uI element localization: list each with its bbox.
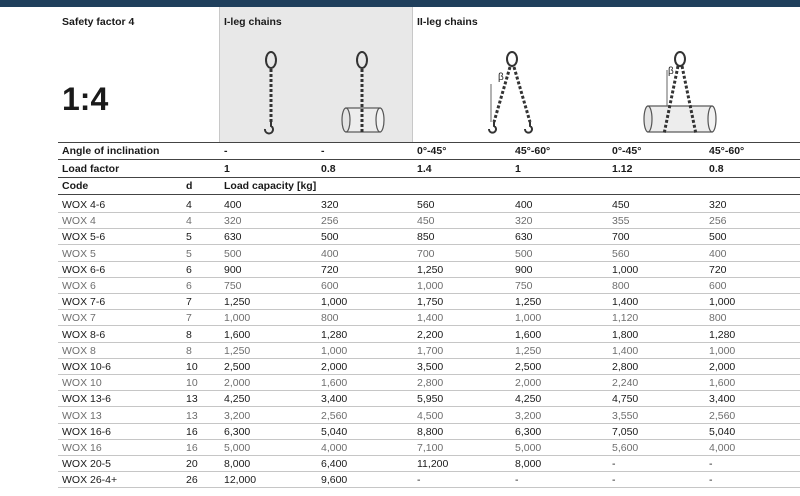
row-load-capacity: 256 [709, 215, 727, 228]
row-code: WOX 8-6 [62, 328, 106, 341]
table-row [58, 456, 800, 472]
header-divider [58, 142, 800, 143]
row-load-capacity: 1,000 [417, 280, 444, 292]
row-load-capacity: 1,400 [612, 296, 639, 309]
row-load-capacity: 400 [224, 199, 242, 211]
row-load-capacity: - [612, 474, 616, 487]
row-load-capacity: 1,400 [612, 344, 639, 357]
row-load-capacity: 450 [612, 199, 630, 211]
row-diameter: 5 [186, 231, 192, 244]
row-code: WOX 6-6 [62, 263, 106, 276]
row-diameter: 5 [186, 247, 192, 260]
row-load-capacity: 355 [612, 215, 630, 228]
row-load-capacity: 720 [709, 263, 727, 276]
angle-value: - [224, 145, 228, 157]
load-factor-value: 1.12 [612, 163, 633, 175]
table-row [58, 391, 800, 407]
row-diameter: 7 [186, 296, 192, 309]
row-diameter: 16 [186, 442, 198, 454]
row-load-capacity: 630 [224, 231, 242, 244]
table-row [58, 278, 800, 294]
row-load-capacity: 5,000 [515, 442, 542, 454]
row-load-capacity: 630 [515, 231, 533, 244]
row-diameter: 16 [186, 425, 198, 438]
row-load-capacity: 320 [515, 215, 533, 228]
row-load-capacity: 2,000 [224, 377, 251, 390]
row-load-capacity: 4,750 [612, 393, 639, 406]
row-load-capacity: 6,300 [224, 425, 251, 438]
row-load-capacity: 3,200 [515, 409, 542, 422]
table-row [58, 375, 800, 391]
row-load-capacity: 1,400 [417, 312, 444, 325]
row-load-capacity: 500 [515, 247, 533, 260]
row-diameter: 20 [186, 458, 198, 471]
row-load-capacity: 256 [321, 215, 339, 228]
row-load-capacity: 7,050 [612, 425, 639, 438]
load-factor-value: 1 [224, 163, 230, 175]
row-code: WOX 26-4+ [62, 474, 118, 487]
row-load-capacity: 2,800 [417, 377, 444, 390]
load-factor-value: 1.4 [417, 163, 432, 175]
row-load-capacity: 2,200 [417, 328, 444, 341]
angle-value: 0°-45° [612, 145, 642, 157]
row-diameter: 4 [186, 199, 192, 211]
row-code: WOX 7-6 [62, 296, 106, 309]
row-load-capacity: 1,600 [224, 328, 251, 341]
row-load-capacity: 500 [709, 231, 727, 244]
table-row [58, 343, 800, 359]
row-diameter: 13 [186, 409, 198, 422]
single-leg-chain-basket-icon [338, 50, 388, 136]
row-load-capacity: 6,300 [515, 425, 542, 438]
row-load-capacity: 750 [515, 280, 533, 292]
row-load-capacity: 2,240 [612, 377, 639, 390]
table-row [58, 424, 800, 440]
single-leg-chain-hook-icon [258, 50, 284, 136]
column-separator [219, 7, 220, 142]
row-load-capacity: 400 [515, 199, 533, 211]
load-factor-value: 1 [515, 163, 521, 175]
row-code: WOX 10 [62, 377, 102, 390]
row-load-capacity: 4,000 [709, 442, 736, 454]
row-divider [58, 177, 800, 178]
row-code: WOX 13 [62, 409, 102, 422]
table-row [58, 246, 800, 262]
row-load-capacity: 1,250 [224, 296, 251, 309]
row-diameter: 26 [186, 474, 198, 487]
row-load-capacity: 5,040 [709, 425, 736, 438]
row-load-capacity: 2,800 [612, 361, 639, 373]
row-code: WOX 8 [62, 344, 96, 357]
row-load-capacity: 5,950 [417, 393, 444, 406]
row-load-capacity: 800 [321, 312, 339, 325]
row-load-capacity: - [709, 458, 713, 471]
table-row [58, 310, 800, 326]
row-code: WOX 4-6 [62, 199, 106, 211]
row-code: WOX 5 [62, 247, 96, 260]
row-load-capacity: - [612, 458, 616, 471]
row-load-capacity: 4,250 [224, 393, 251, 406]
top-accent-bar [0, 0, 800, 7]
row-load-capacity: 6,400 [321, 458, 348, 471]
row-load-capacity: 2,560 [321, 409, 348, 422]
row-load-capacity: 800 [612, 280, 630, 292]
row-load-capacity: 3,400 [321, 393, 348, 406]
safety-factor-label: Safety factor 4 [62, 16, 135, 28]
row-diameter: 7 [186, 312, 192, 325]
row-load-capacity: 1,250 [515, 344, 542, 357]
row-load-capacity: 2,000 [515, 377, 542, 390]
table-row [58, 359, 800, 375]
row-load-capacity: 560 [417, 199, 435, 211]
table-row [58, 408, 800, 424]
row-diameter: 8 [186, 344, 192, 357]
row-divider [58, 159, 800, 160]
row-load-capacity: 5,600 [612, 442, 639, 454]
row-load-capacity: 4,500 [417, 409, 444, 422]
row-load-capacity: 320 [321, 199, 339, 211]
row-load-capacity: 1,800 [612, 328, 639, 341]
table-row [58, 327, 800, 343]
row-load-capacity: 320 [709, 199, 727, 211]
i-leg-chains-heading: I-leg chains [224, 16, 282, 28]
row-load-capacity: 750 [224, 280, 242, 292]
table-row [58, 229, 800, 245]
load-factor-value: 0.8 [709, 163, 724, 175]
row-diameter: 4 [186, 215, 192, 228]
row-load-capacity: 2,000 [709, 361, 736, 373]
row-load-capacity: 720 [321, 263, 339, 276]
row-diameter: 6 [186, 280, 192, 292]
row-load-capacity: 1,600 [321, 377, 348, 390]
row-diameter: 6 [186, 263, 192, 276]
row-code: WOX 13-6 [62, 393, 112, 406]
row-diameter: 8 [186, 328, 192, 341]
table-row [58, 472, 800, 488]
column-separator [412, 7, 413, 142]
load-factor-value: 0.8 [321, 163, 336, 175]
row-load-capacity: 7,100 [417, 442, 444, 454]
row-load-capacity: 500 [321, 231, 339, 244]
table-row [58, 294, 800, 310]
row-load-capacity: 500 [224, 247, 242, 260]
row-code: WOX 5-6 [62, 231, 106, 244]
two-leg-chain-basket-icon [640, 50, 720, 136]
row-load-capacity: 1,280 [709, 328, 736, 341]
angle-value: 0°-45° [417, 145, 447, 157]
row-load-capacity: 400 [709, 247, 727, 260]
load-factor-label: Load factor [62, 163, 120, 175]
row-code: WOX 10-6 [62, 361, 112, 373]
row-load-capacity: 5,000 [224, 442, 251, 454]
row-diameter: 10 [186, 377, 198, 390]
row-code: WOX 16-6 [62, 425, 112, 438]
row-load-capacity: 1,000 [515, 312, 542, 325]
row-load-capacity: 1,250 [515, 296, 542, 309]
ratio-title: 1:4 [62, 81, 109, 117]
load-capacity-header: Load capacity [kg] [224, 180, 317, 192]
row-load-capacity: 4,000 [321, 442, 348, 454]
ii-leg-chains-heading: II-leg chains [417, 16, 478, 28]
angle-value: - [321, 145, 325, 157]
row-divider [58, 194, 800, 195]
row-load-capacity: 2,560 [709, 409, 736, 422]
row-load-capacity: 2,500 [224, 361, 251, 373]
row-load-capacity: 1,000 [709, 344, 736, 357]
row-load-capacity: 2,000 [321, 361, 348, 373]
row-load-capacity: 1,750 [417, 296, 444, 309]
row-code: WOX 20-5 [62, 458, 112, 471]
row-load-capacity: 9,600 [321, 474, 348, 487]
row-load-capacity: 1,250 [224, 344, 251, 357]
row-load-capacity: 1,250 [417, 263, 444, 276]
row-load-capacity: 1,700 [417, 344, 444, 357]
row-load-capacity: 320 [224, 215, 242, 228]
row-load-capacity: 2,500 [515, 361, 542, 373]
row-load-capacity: 1,000 [321, 296, 348, 309]
row-load-capacity: 450 [417, 215, 435, 228]
row-load-capacity: 1,600 [515, 328, 542, 341]
row-load-capacity: 8,800 [417, 425, 444, 438]
row-load-capacity: 1,600 [709, 377, 736, 390]
row-load-capacity: 850 [417, 231, 435, 244]
row-load-capacity: 560 [612, 247, 630, 260]
row-code: WOX 7 [62, 312, 96, 325]
d-column-header: d [186, 180, 193, 192]
table-row [58, 262, 800, 278]
row-diameter: 13 [186, 393, 198, 406]
row-load-capacity: 700 [417, 247, 435, 260]
row-load-capacity: 1,000 [709, 296, 736, 309]
row-code: WOX 16 [62, 442, 102, 454]
row-load-capacity: 400 [321, 247, 339, 260]
angle-row-label: Angle of inclination [62, 145, 160, 157]
row-load-capacity: 1,120 [612, 312, 639, 325]
row-load-capacity: 4,250 [515, 393, 542, 406]
row-load-capacity: 3,500 [417, 361, 444, 373]
row-load-capacity: - [417, 474, 421, 487]
row-load-capacity: 600 [709, 280, 727, 292]
row-load-capacity: 600 [321, 280, 339, 292]
row-load-capacity: 12,000 [224, 474, 257, 487]
row-load-capacity: 1,000 [321, 344, 348, 357]
row-load-capacity: 8,000 [224, 458, 251, 471]
code-column-header: Code [62, 180, 89, 192]
row-code: WOX 6 [62, 280, 96, 292]
row-load-capacity: 1,000 [224, 312, 251, 325]
row-load-capacity: 3,550 [612, 409, 639, 422]
row-load-capacity: - [515, 474, 519, 487]
row-load-capacity: - [709, 474, 713, 487]
angle-value: 45°-60° [515, 145, 551, 157]
row-load-capacity: 700 [612, 231, 630, 244]
row-load-capacity: 900 [224, 263, 242, 276]
beta-angle-label: β [668, 66, 674, 77]
row-load-capacity: 3,200 [224, 409, 251, 422]
row-load-capacity: 3,400 [709, 393, 736, 406]
row-diameter: 10 [186, 361, 198, 373]
table-row [58, 213, 800, 229]
beta-angle-label: β [498, 72, 504, 83]
row-load-capacity: 1,000 [612, 263, 639, 276]
row-load-capacity: 800 [709, 312, 727, 325]
table-row [58, 197, 800, 213]
table-row [58, 440, 800, 456]
row-load-capacity: 8,000 [515, 458, 542, 471]
angle-value: 45°-60° [709, 145, 745, 157]
row-load-capacity: 1,280 [321, 328, 348, 341]
row-load-capacity: 11,200 [417, 458, 449, 471]
row-load-capacity: 900 [515, 263, 533, 276]
two-leg-chain-hooks-icon [482, 50, 542, 136]
row-code: WOX 4 [62, 215, 96, 228]
row-load-capacity: 5,040 [321, 425, 348, 438]
